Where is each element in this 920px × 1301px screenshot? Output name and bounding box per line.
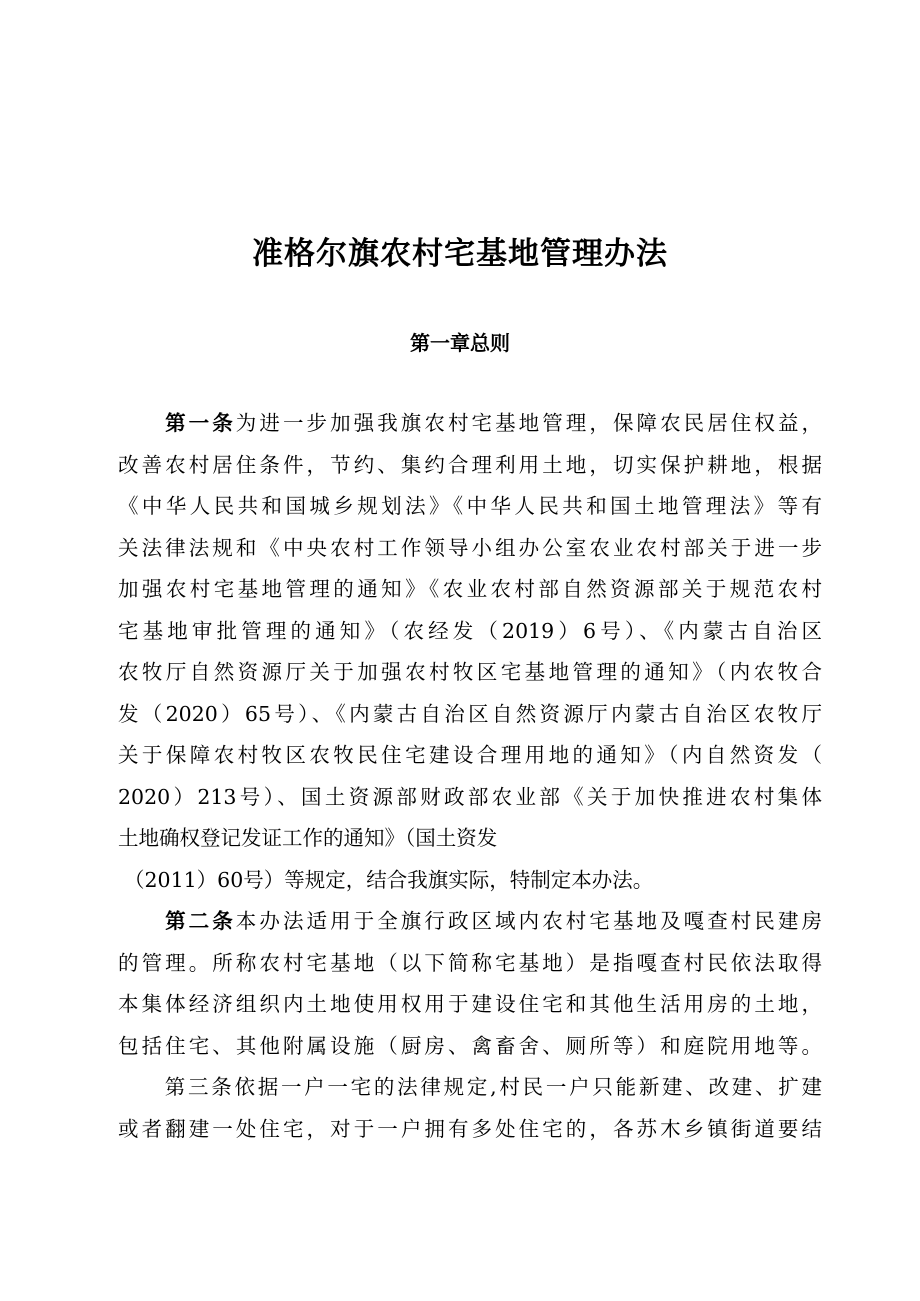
paragraph-line: 改善农村居住条件，节约、集约合理利用土地，切实保护耕地，根据	[118, 452, 822, 477]
paragraph-line: 的管理。所称农村宅基地（以下简称宅基地）是指嘎查村民依法取得	[118, 950, 822, 975]
paragraph-line: 发（2020）65号）、《内蒙古自治区自然资源厅内蒙古自治区农牧厅	[118, 701, 822, 726]
paragraph-line: 或者翻建一处住宅，对于一户拥有多处住宅的，各苏木乡镇街道要结	[118, 1116, 822, 1141]
paragraph-line: 加强农村宅基地管理的通知》《农业农村部自然资源部关于规范农村	[118, 577, 822, 601]
paragraph-line: 第三条依据一户一宅的法律规定,村民一户只能新建、改建、扩建	[162, 1075, 822, 1099]
document-title: 准格尔旗农村宅基地管理办法	[252, 236, 668, 272]
chapter-title: 第一章总则	[410, 331, 510, 355]
paragraph-line: 《中华人民共和国城乡规划法》《中华人民共和国土地管理法》等有	[118, 494, 822, 518]
article-3	[118, 1067, 822, 1150]
article-2	[118, 901, 822, 1067]
paragraph-line: 包括住宅、其他附属设施（厨房、禽畜舍、厕所等）和庭院用地等。	[118, 1033, 822, 1058]
paragraph-line: 第一条为进一步加强我旗农村宅基地管理，保障农民居住权益，	[162, 411, 822, 435]
paragraph-line: 本集体经济组织内土地使用权用于建设住宅和其他生活用房的土地，	[118, 992, 822, 1016]
paragraph-line: （2011）60号）等规定，结合我旗实际，特制定本办法。	[124, 867, 654, 892]
article-label: 第二条	[162, 909, 236, 933]
paragraph-line: 宅基地审批管理的通知》（农经发（2019）6号）、《内蒙古自治区	[118, 618, 822, 643]
article-1	[118, 403, 822, 901]
paragraph-line: 农牧厅自然资源厅关于加强农村牧区宅基地管理的通知》（内农牧合	[118, 660, 822, 684]
paragraph-line: 土地确权登记发证工作的通知》（国土资发	[118, 826, 498, 850]
paragraph-line: 关法律法规和《中央农村工作领导小组办公室农业农村部关于进一步	[118, 535, 822, 560]
paragraph-line: 第二条本办法适用于全旗行政区域内农村宅基地及嘎查村民建房	[162, 909, 822, 933]
paragraph-line: 2020）213号）、国土资源部财政部农业部《关于加快推进农村集体	[118, 784, 822, 809]
paragraph-line: 关于保障农村牧区农牧民住宅建设合理用地的通知》（内自然资发（	[118, 743, 822, 767]
document-body	[118, 403, 822, 1150]
article-label: 第一条	[162, 411, 236, 435]
